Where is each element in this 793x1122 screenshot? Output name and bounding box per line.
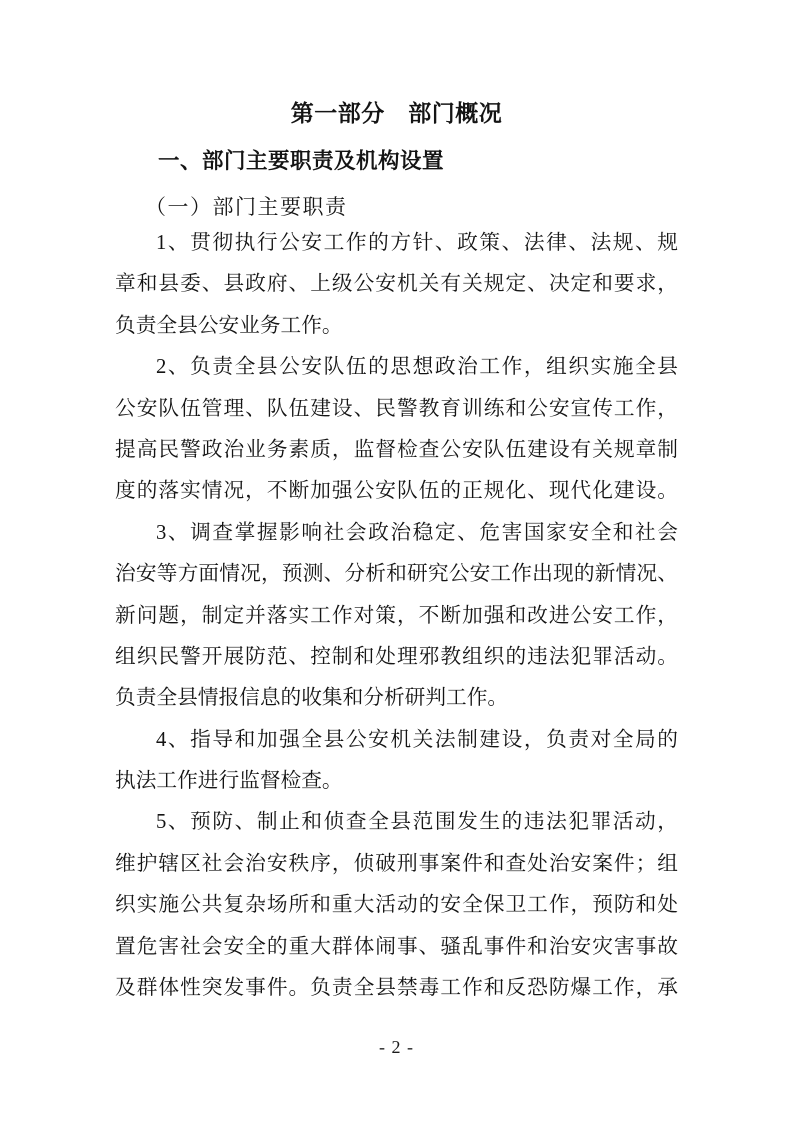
body-line: 执法工作进行监督检查。 xyxy=(115,770,343,793)
paragraph xyxy=(115,513,678,720)
body-line: 置危害社会安全的重大群体闹事、骚乱事件和治安灾害事故 xyxy=(115,935,678,958)
body-line: 提高民警政治业务素质，监督检查公安队伍建设有关规章制 xyxy=(115,438,678,461)
body-line: 公安队伍管理、队伍建设、民警教育训练和公安宣传工作， xyxy=(115,397,678,420)
body-line: 负责全县情报信息的收集和分析研判工作。 xyxy=(115,687,509,710)
body-line: 1、贯彻执行公安工作的方针、政策、法律、法规、规 xyxy=(156,232,678,254)
body-line: 及群体性突发事件。负责全县禁毒工作和反恐防爆工作，承 xyxy=(115,977,678,1000)
body-line: 组织民警开展防范、控制和处理邪教组织的违法犯罪活动。 xyxy=(115,645,678,668)
body-line: 2、负责全县公安队伍的思想政治工作，组织实施全县 xyxy=(156,356,678,379)
body-line: 度的落实情况，不断加强公安队伍的正规化、现代化建设。 xyxy=(115,480,678,503)
body-line: 新问题，制定并落实工作对策，不断加强和改进公安工作， xyxy=(115,604,678,627)
body-line: 负责全县公安业务工作。 xyxy=(115,314,343,337)
body-line: 织实施公共复杂场所和重大活动的安全保卫工作，预防和处 xyxy=(115,894,678,917)
subheading-main-duties: （一）部门主要职责 xyxy=(145,195,348,219)
section-title: 第一部分 部门概况 xyxy=(290,100,503,126)
body-line: 5、预防、制止和侦查全县范围发生的违法犯罪活动， xyxy=(156,811,678,834)
page-number: - 2 - xyxy=(379,1037,414,1057)
paragraph xyxy=(115,720,678,803)
body-line: 维护辖区社会治安秩序，侦破刑事案件和查处治安案件；组 xyxy=(115,852,678,875)
body-line: 4、指导和加强全县公安机关法制建设，负责对全局的 xyxy=(156,728,678,751)
paragraph xyxy=(115,802,678,1009)
paragraph xyxy=(115,223,678,347)
document-body xyxy=(115,223,678,1009)
body-line: 章和县委、县政府、上级公安机关有关规定、决定和要求， xyxy=(115,273,678,296)
paragraph xyxy=(115,347,678,513)
body-line: 3、调查掌握影响社会政治稳定、危害国家安全和社会 xyxy=(156,521,678,544)
body-line: 治安等方面情况，预测、分析和研究公安工作出现的新情况、 xyxy=(115,563,678,586)
heading-main-duties-and-structure: 一、部门主要职责及机构设置 xyxy=(158,149,445,173)
